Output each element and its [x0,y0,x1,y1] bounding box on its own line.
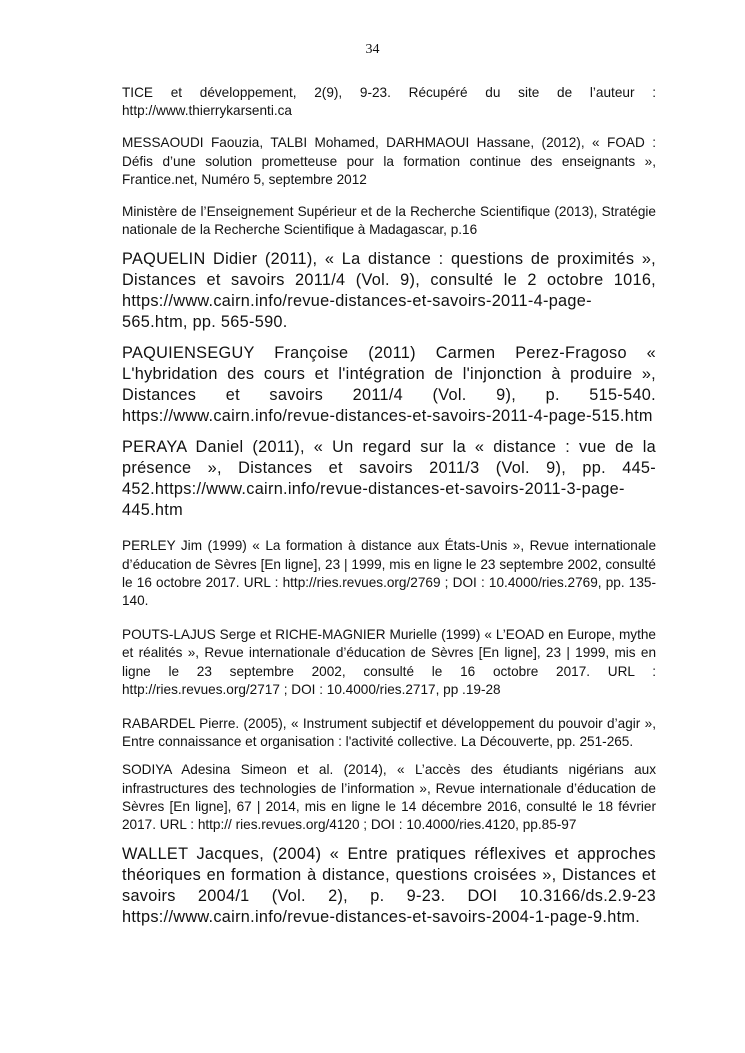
reference-messaoudi: MESSAOUDI Faouzia, TALBI Mohamed, DARHMAOUI Hassane, (2012), « FOAD : Défis d’une solution prometteuse pour la formation continue des enseignants », Frantice.net, Numéro 5, septembre 2012 [122,135,656,187]
reference-pouts-lajus: POUTS-LAJUS Serge et RICHE-MAGNIER Murielle (1999) « L’EOAD en Europe, mythe et réalités », Revue internationale d’éducation de Sèvres [En ligne], 23 | 1999, mis en ligne le 23 septembre 2002, consulté le 16 octobre 2017. URL : http://ries.revues.org/2717 ; DOI : 10.4000/ries.2717, pp .19-28 [122,627,656,697]
reference-paquienseguy: PAQUIENSEGUY Françoise (2011) Carmen Perez-Fragoso « L'hybridation des cours et l'intégration de l'injonction à produire », Distances et savoirs 2011/4 (Vol. 9), p. 515-540. https://www.cairn.info/revue-distances-et-savoirs-2011-4-page-515.htm [122,344,656,426]
reference-perley: PERLEY Jim (1999) « La formation à distance aux États-Unis », Revue internationale d’éducation de Sèvres [En ligne], 23 | 1999, mis en ligne le 23 septembre 2002, consulté le 16 octobre 2017. URL : http://ries.revues.org/2769 ; DOI : 10.4000/ries.2769, pp. 135-140. [122,538,656,609]
reference-wallet: WALLET Jacques, (2004) « Entre pratiques réflexives et approches théoriques en formation à distance, questions croisées », Distances et savoirs 2004/1 (Vol. 2), p. 9-23. DOI 10.3166/ds.2.9-23 https://www.cairn.info/revue-distances-et-savoirs-2004-1-page-9.htm. [122,845,656,927]
reference-peraya: PERAYA Daniel (2011), « Un regard sur la « distance : vue de la présence », Distances et savoirs 2011/3 (Vol. 9), pp. 445-452.https://www.cairn.info/revue-distances-et-savoirs-2011-3-page-445.htm [122,438,656,520]
reference-ministere: Ministère de l’Enseignement Supérieur et de la Recherche Scientifique (2013), Stratégie nationale de la Recherche Scientifique à Madagascar, p.16 [122,204,656,238]
reference-karsenti: TICE et développement, 2(9), 9-23. Récupéré du site de l’auteur : http://www.thierrykarsenti.ca [122,85,656,119]
reference-paquelin: PAQUELIN Didier (2011), « La distance : questions de proximités », Distances et savoirs 2011/4 (Vol. 9), consulté le 2 octobre 1016, https://www.cairn.info/revue-distances-et-savoirs-2011-4-page-565.htm, pp. 565-590. [122,250,656,332]
page-number: 34 [365,42,380,57]
bibliography-list [122,84,656,928]
reference-sodiya: SODIYA Adesina Simeon et al. (2014), « L’accès des étudiants nigérians aux infrastructures des technologies de l’information », Revue internationale d’éducation de Sèvres [En ligne], 67 | 2014, mis en ligne le 14 décembre 2016, consulté le 18 février 2017. URL : http:// ries.revues.org/4120 ; DOI : 10.4000/ries.4120, pp.85-97 [122,762,656,833]
reference-rabardel: RABARDEL Pierre. (2005), « Instrument subjectif et développement du pouvoir d’agir », Entre connaissance et organisation : l'activité collective. La Découverte, pp. 251-265. [122,716,656,750]
